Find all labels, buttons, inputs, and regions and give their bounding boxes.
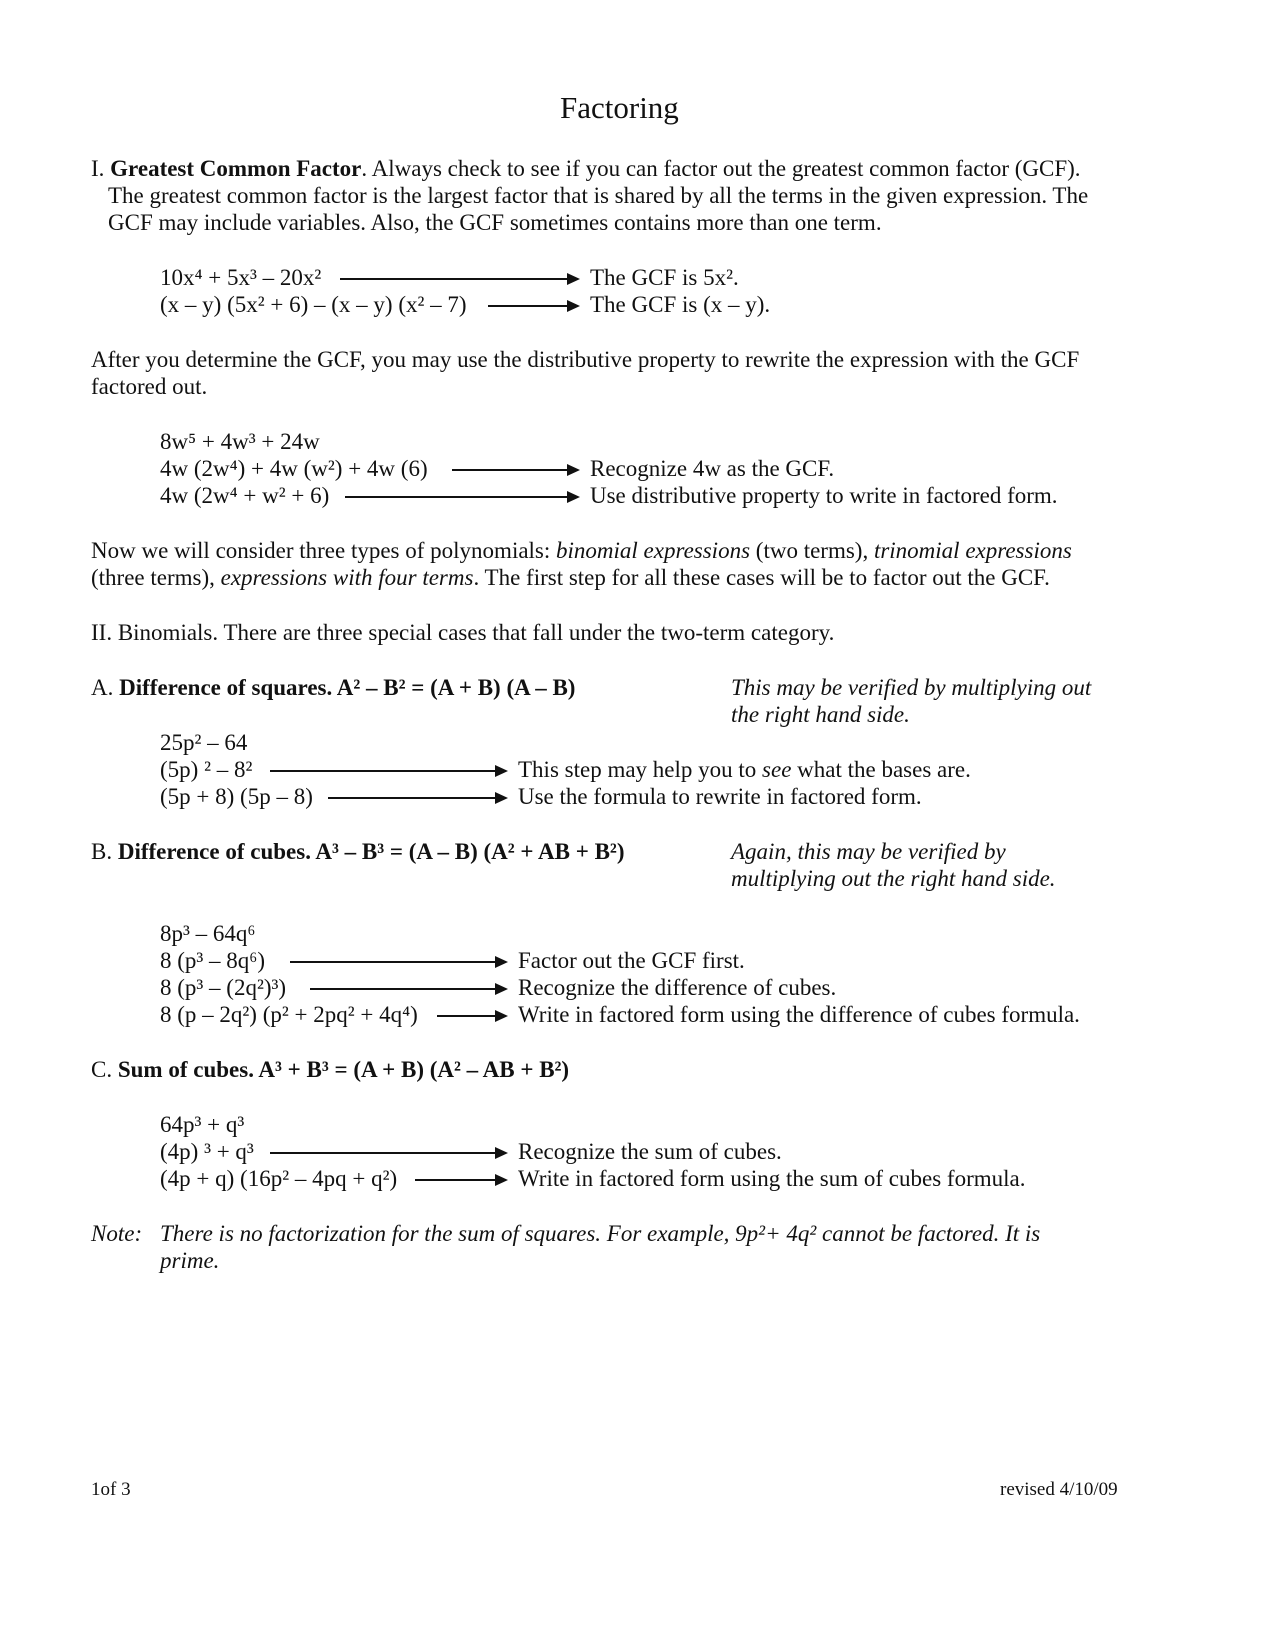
gcf-example-1-note: The GCF is 5x². bbox=[590, 265, 739, 290]
section-a-aside-1-text: This may be verified by multiplying out bbox=[731, 675, 1092, 700]
section-b-aside-1-text: Again, this may be verified by bbox=[731, 839, 1006, 864]
after-gcf-line1: After you determine the GCF, you may use the distributive property to rewrite the expression with the GCF bbox=[91, 347, 1080, 372]
arrow-icon bbox=[290, 955, 508, 969]
cubes-sum-step-3-note: Write in factored form using the sum of cubes formula. bbox=[518, 1166, 1026, 1191]
squares-step-3: (5p + 8) (5p – 8) bbox=[160, 784, 313, 809]
revision-date: revised 4/10/09 bbox=[1000, 1479, 1118, 1500]
arrow-icon bbox=[415, 1173, 508, 1187]
section-c-heading bbox=[91, 1056, 569, 1084]
arrow-icon bbox=[270, 764, 508, 778]
page-title: Factoring bbox=[560, 90, 679, 125]
cubes-sum-step-2: (4p) ³ + q³ bbox=[160, 1139, 254, 1164]
section-b-aside-2-text: multiplying out the right hand side. bbox=[731, 866, 1056, 891]
types-text: Now we will consider three types of polynomials: bbox=[91, 538, 557, 563]
cubes-diff-step-3-note: Recognize the difference of cubes. bbox=[518, 975, 837, 1000]
section-ii-intro: II. Binomials. There are three special cases that fall under the two-term category. bbox=[91, 620, 835, 645]
note-label-text: Note: bbox=[91, 1221, 143, 1246]
squares-step-2: (5p) ² – 8² bbox=[160, 757, 253, 782]
polynomial-types-line1 bbox=[91, 537, 1072, 565]
types-trinomial: trinomial expressions bbox=[873, 538, 1072, 563]
distributive-step-2: 4w (2w⁴) + 4w (w²) + 4w (6) bbox=[160, 456, 428, 481]
distributive-step-3: 4w (2w⁴ + w² + 6) bbox=[160, 483, 330, 508]
gcf-example-2: (x – y) (5x² + 6) – (x – y) (x² – 7) bbox=[160, 292, 467, 317]
types-four-terms: expressions with four terms bbox=[220, 565, 474, 590]
distributive-step-3-note: Use distributive property to write in factored form. bbox=[590, 483, 1058, 508]
note-line-1-text: There is no factorization for the sum of squares. For example, 9p²+ 4q² cannot be factored. It is bbox=[160, 1221, 1041, 1246]
note-text: This step may help you to bbox=[518, 757, 763, 782]
cubes-sum-step-1: 64p³ + q³ bbox=[160, 1112, 245, 1137]
arrow-icon bbox=[345, 490, 580, 504]
squares-step-2-note bbox=[518, 756, 971, 784]
note-emphasis: see bbox=[762, 757, 792, 782]
note-label bbox=[91, 1220, 142, 1248]
note-line-2 bbox=[160, 1247, 219, 1275]
arrow-icon bbox=[328, 791, 508, 805]
page-number: 1of 3 bbox=[91, 1479, 131, 1500]
section-i-numeral: I. bbox=[91, 156, 111, 181]
section-c-letter: C. bbox=[91, 1057, 118, 1082]
gcf-example-1: 10x⁴ + 5x³ – 20x² bbox=[160, 265, 322, 290]
section-b-aside-2 bbox=[731, 865, 1056, 893]
section-a-aside-2 bbox=[731, 701, 910, 729]
section-b-title: Difference of cubes. A³ – B³ = (A – B) (A² + AB + B²) bbox=[117, 839, 625, 864]
cubes-diff-step-4-note: Write in factored form using the difference of cubes formula. bbox=[518, 1002, 1080, 1027]
section-b-letter: B. bbox=[91, 839, 118, 864]
section-i-line1 bbox=[91, 155, 1081, 183]
distributive-step-1: 8w⁵ + 4w³ + 24w bbox=[160, 429, 320, 454]
types-text: . The first step for all these cases will be to factor out the GCF. bbox=[473, 565, 1050, 590]
arrow-icon bbox=[270, 1146, 508, 1160]
types-text: (three terms), bbox=[91, 565, 221, 590]
cubes-sum-step-3: (4p + q) (16p² – 4pq + q²) bbox=[160, 1166, 398, 1191]
types-text: (two terms), bbox=[750, 538, 874, 563]
squares-step-3-note: Use the formula to rewrite in factored form. bbox=[518, 784, 922, 809]
section-c-title: Sum of cubes. A³ + B³ = (A + B) (A² – AB + B²) bbox=[117, 1057, 570, 1082]
section-i-line2: The greatest common factor is the largest factor that is shared by all the terms in the given expression. The bbox=[108, 183, 1089, 208]
section-i-heading: Greatest Common Factor bbox=[110, 156, 362, 181]
section-a-title: Difference of squares. A² – B² = (A + B) (A – B) bbox=[119, 675, 576, 700]
distributive-step-2-note: Recognize 4w as the GCF. bbox=[590, 456, 835, 481]
arrow-icon bbox=[452, 463, 580, 477]
section-a-aside-1 bbox=[731, 674, 1091, 702]
section-i-text1: . Always check to see if you can factor out the greatest common factor (GCF). bbox=[361, 156, 1081, 181]
section-b-heading bbox=[91, 838, 624, 866]
section-a-heading bbox=[91, 674, 575, 702]
section-i-line3: GCF may include variables. Also, the GCF sometimes contains more than one term. bbox=[108, 210, 882, 235]
cubes-diff-step-1: 8p³ – 64q⁶ bbox=[160, 921, 256, 946]
note-text: what the bases are. bbox=[791, 757, 971, 782]
types-binomial: binomial expressions bbox=[556, 538, 751, 563]
note-line-2-text: prime. bbox=[160, 1248, 220, 1273]
note-line-1 bbox=[160, 1220, 1040, 1248]
arrow-icon bbox=[340, 272, 580, 286]
after-gcf-line2: factored out. bbox=[91, 374, 208, 399]
section-a-aside-2-text: the right hand side. bbox=[731, 702, 910, 727]
section-b-aside-1 bbox=[731, 838, 1006, 866]
polynomial-types-line2 bbox=[91, 564, 1050, 592]
cubes-diff-step-2-note: Factor out the GCF first. bbox=[518, 948, 745, 973]
arrow-icon bbox=[437, 1009, 508, 1023]
cubes-diff-step-4: 8 (p – 2q²) (p² + 2pq² + 4q⁴) bbox=[160, 1002, 418, 1027]
cubes-sum-step-2-note: Recognize the sum of cubes. bbox=[518, 1139, 782, 1164]
section-a-letter: A. bbox=[91, 675, 120, 700]
squares-step-1: 25p² – 64 bbox=[160, 730, 248, 755]
cubes-diff-step-2: 8 (p³ – 8q⁶) bbox=[160, 948, 265, 973]
arrow-icon bbox=[310, 982, 508, 996]
cubes-diff-step-3: 8 (p³ – (2q²)³) bbox=[160, 975, 287, 1000]
gcf-example-2-note: The GCF is (x – y). bbox=[590, 292, 771, 317]
arrow-icon bbox=[488, 299, 580, 313]
